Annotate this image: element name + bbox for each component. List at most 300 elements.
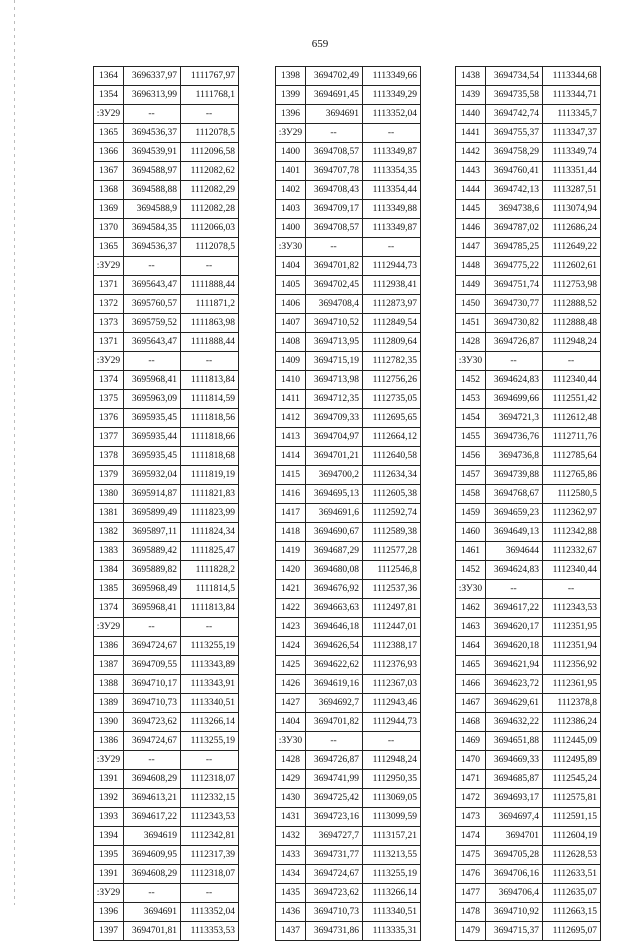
y-coordinate-cell: 1112546,8	[363, 561, 421, 580]
y-coordinate-cell: 1113349,74	[543, 143, 601, 162]
x-coordinate-cell: 3694699,66	[486, 390, 543, 409]
x-coordinate-cell: 3694736,8	[486, 447, 543, 466]
table-row	[94, 561, 239, 580]
point-number-cell: 1455	[456, 428, 486, 447]
table-row	[276, 295, 421, 314]
y-coordinate-cell: 1113353,53	[181, 922, 239, 941]
table-row	[456, 732, 601, 751]
x-coordinate-cell: 3694539,91	[124, 143, 181, 162]
table-row	[94, 827, 239, 846]
point-number-cell: 1391	[94, 865, 124, 884]
table-row	[94, 903, 239, 922]
x-coordinate-cell: 3695897,11	[124, 523, 181, 542]
y-coordinate-cell: 1111888,44	[181, 276, 239, 295]
table-row	[94, 86, 239, 105]
point-number-cell: 1460	[456, 523, 486, 542]
table-row	[456, 295, 601, 314]
x-coordinate-cell: 3694644	[486, 542, 543, 561]
point-number-cell: 1404	[276, 257, 306, 276]
y-coordinate-cell: 1112605,38	[363, 485, 421, 504]
point-number-cell: 1401	[276, 162, 306, 181]
point-number-cell: 1422	[276, 599, 306, 618]
y-coordinate-cell: --	[543, 352, 601, 371]
table-row	[456, 789, 601, 808]
y-coordinate-cell: 1112612,48	[543, 409, 601, 428]
y-coordinate-cell: 1111767,97	[181, 67, 239, 86]
table-row	[94, 257, 239, 276]
point-number-cell: 1425	[276, 656, 306, 675]
x-coordinate-cell: 3694588,97	[124, 162, 181, 181]
table-row	[94, 219, 239, 238]
table-row	[276, 352, 421, 371]
table-row	[276, 523, 421, 542]
y-coordinate-cell: 1113343,91	[181, 675, 239, 694]
x-coordinate-cell: 3694735,58	[486, 86, 543, 105]
y-coordinate-cell: 1112317,39	[181, 846, 239, 865]
x-coordinate-cell: 3696313,99	[124, 86, 181, 105]
point-number-cell: 1443	[456, 162, 486, 181]
y-coordinate-cell: 1111821,83	[181, 485, 239, 504]
x-coordinate-cell: 3695643,47	[124, 333, 181, 352]
point-number-cell: 1478	[456, 903, 486, 922]
x-coordinate-cell: 3694710,92	[486, 903, 543, 922]
page-edge-mark	[14, 0, 15, 905]
y-coordinate-cell: 1113335,31	[363, 922, 421, 941]
point-number-cell: 1430	[276, 789, 306, 808]
table-row	[94, 466, 239, 485]
point-number-cell: 1451	[456, 314, 486, 333]
x-coordinate-cell: 3695760,57	[124, 295, 181, 314]
table-row	[276, 675, 421, 694]
point-number-cell: 1412	[276, 409, 306, 428]
table-row	[94, 618, 239, 637]
table-row	[276, 238, 421, 257]
y-coordinate-cell: 1112361,95	[543, 675, 601, 694]
point-number-cell: 1373	[94, 314, 124, 333]
x-coordinate-cell: 3694723,62	[306, 884, 363, 903]
table-row	[94, 295, 239, 314]
y-coordinate-cell: 1111813,84	[181, 599, 239, 618]
table-row	[276, 903, 421, 922]
x-coordinate-cell: 3694620,18	[486, 637, 543, 656]
x-coordinate-cell: 3694620,17	[486, 618, 543, 637]
table-row	[456, 447, 601, 466]
point-number-cell: 1442	[456, 143, 486, 162]
table-row	[456, 751, 601, 770]
table-row	[94, 238, 239, 257]
x-coordinate-cell: 3694713,98	[306, 371, 363, 390]
point-number-cell: 1429	[276, 770, 306, 789]
point-number-cell: 1452	[456, 371, 486, 390]
x-coordinate-cell: 3694760,41	[486, 162, 543, 181]
point-number-cell: 1416	[276, 485, 306, 504]
point-number-cell: 1354	[94, 86, 124, 105]
table-row	[94, 390, 239, 409]
x-coordinate-cell: 3694787,02	[486, 219, 543, 238]
y-coordinate-cell: 1112635,07	[543, 884, 601, 903]
x-coordinate-cell: 3694700,2	[306, 466, 363, 485]
point-number-cell: 1384	[94, 561, 124, 580]
x-coordinate-cell: 3694710,52	[306, 314, 363, 333]
x-coordinate-cell: 3694725,42	[306, 789, 363, 808]
y-coordinate-cell: 1111871,2	[181, 295, 239, 314]
point-number-cell: 1376	[94, 409, 124, 428]
point-number-cell: 1372	[94, 295, 124, 314]
x-coordinate-cell: 3694697,4	[486, 808, 543, 827]
x-coordinate-cell: 3694617,22	[486, 599, 543, 618]
point-number-cell: 1431	[276, 808, 306, 827]
y-coordinate-cell: 1113349,66	[363, 67, 421, 86]
point-number-cell: 1424	[276, 637, 306, 656]
x-coordinate-cell: 3694724,67	[124, 732, 181, 751]
x-coordinate-cell: 3694712,35	[306, 390, 363, 409]
table-row	[276, 86, 421, 105]
point-number-cell: 1448	[456, 257, 486, 276]
x-coordinate-cell: 3694692,7	[306, 694, 363, 713]
table-row	[456, 143, 601, 162]
point-number-cell: 1400	[276, 143, 306, 162]
x-coordinate-cell: 3694619	[124, 827, 181, 846]
x-coordinate-cell: 3694724,67	[124, 637, 181, 656]
point-number-cell: 1365	[94, 238, 124, 257]
x-coordinate-cell: 3695889,42	[124, 542, 181, 561]
y-coordinate-cell: 1113349,87	[363, 219, 421, 238]
coordinates-table-3	[455, 66, 601, 941]
y-coordinate-cell: 1112078,5	[181, 124, 239, 143]
point-number-cell: 1390	[94, 713, 124, 732]
table-row	[94, 314, 239, 333]
table-row	[94, 808, 239, 827]
point-number-cell: :ЗУ29	[94, 618, 124, 637]
point-number-cell: 1476	[456, 865, 486, 884]
table-row	[94, 428, 239, 447]
point-number-cell: 1411	[276, 390, 306, 409]
y-coordinate-cell: 1112537,36	[363, 580, 421, 599]
table-row	[456, 162, 601, 181]
y-coordinate-cell: 1112604,19	[543, 827, 601, 846]
point-number-cell: 1367	[94, 162, 124, 181]
point-number-cell: 1377	[94, 428, 124, 447]
table-row	[276, 713, 421, 732]
point-number-cell: 1418	[276, 523, 306, 542]
point-number-cell: 1470	[456, 751, 486, 770]
table-row	[276, 827, 421, 846]
x-coordinate-cell: 3694706,16	[486, 865, 543, 884]
y-coordinate-cell: 1113349,87	[363, 143, 421, 162]
x-coordinate-cell: 3696337,97	[124, 67, 181, 86]
y-coordinate-cell: 1111768,1	[181, 86, 239, 105]
x-coordinate-cell: 3694623,72	[486, 675, 543, 694]
point-number-cell: 1370	[94, 219, 124, 238]
point-number-cell: 1447	[456, 238, 486, 257]
page-number: 659	[311, 38, 329, 50]
x-coordinate-cell: --	[124, 257, 181, 276]
point-number-cell: 1467	[456, 694, 486, 713]
table-row	[456, 846, 601, 865]
table-row	[276, 884, 421, 903]
y-coordinate-cell: 1112591,15	[543, 808, 601, 827]
point-number-cell: 1379	[94, 466, 124, 485]
y-coordinate-cell: 1112378,8	[543, 694, 601, 713]
x-coordinate-cell: --	[124, 105, 181, 124]
x-coordinate-cell: 3694624,83	[486, 561, 543, 580]
y-coordinate-cell: 1113099,59	[363, 808, 421, 827]
table-row	[276, 504, 421, 523]
point-number-cell: 1433	[276, 846, 306, 865]
table-row	[276, 637, 421, 656]
y-coordinate-cell: 1113287,51	[543, 181, 601, 200]
table-row	[276, 808, 421, 827]
x-coordinate-cell: 3694701,82	[306, 257, 363, 276]
x-coordinate-cell: 3694715,37	[486, 922, 543, 941]
x-coordinate-cell: 3694649,13	[486, 523, 543, 542]
x-coordinate-cell: 3694608,29	[124, 770, 181, 789]
y-coordinate-cell: 1112447,01	[363, 618, 421, 637]
point-number-cell: 1471	[456, 770, 486, 789]
table-row	[456, 314, 601, 333]
y-coordinate-cell: 1112664,12	[363, 428, 421, 447]
y-coordinate-cell: 1113352,04	[181, 903, 239, 922]
point-number-cell: 1444	[456, 181, 486, 200]
point-number-cell: 1464	[456, 637, 486, 656]
x-coordinate-cell: 3694709,17	[306, 200, 363, 219]
table-row	[456, 561, 601, 580]
table-row	[456, 694, 601, 713]
point-number-cell: 1436	[276, 903, 306, 922]
x-coordinate-cell: 3695935,45	[124, 447, 181, 466]
point-number-cell: 1453	[456, 390, 486, 409]
point-number-cell: 1479	[456, 922, 486, 941]
point-number-cell: 1469	[456, 732, 486, 751]
point-number-cell: 1435	[276, 884, 306, 903]
point-number-cell: 1407	[276, 314, 306, 333]
table-row	[276, 865, 421, 884]
x-coordinate-cell: 3694751,74	[486, 276, 543, 295]
x-coordinate-cell: 3694706,4	[486, 884, 543, 903]
y-coordinate-cell: 1112873,97	[363, 295, 421, 314]
x-coordinate-cell: 3694721,3	[486, 409, 543, 428]
table-row	[276, 846, 421, 865]
table-row	[456, 637, 601, 656]
y-coordinate-cell: 1112343,53	[181, 808, 239, 827]
y-coordinate-cell: 1113351,44	[543, 162, 601, 181]
table-row	[456, 200, 601, 219]
point-number-cell: 1465	[456, 656, 486, 675]
point-number-cell: 1400	[276, 219, 306, 238]
y-coordinate-cell: 1112318,07	[181, 770, 239, 789]
y-coordinate-cell: 1111818,56	[181, 409, 239, 428]
y-coordinate-cell: 1112066,03	[181, 219, 239, 238]
point-number-cell: 1432	[276, 827, 306, 846]
x-coordinate-cell: 3694608,29	[124, 865, 181, 884]
x-coordinate-cell: 3694730,77	[486, 295, 543, 314]
x-coordinate-cell: 3695759,52	[124, 314, 181, 333]
y-coordinate-cell: 1112332,15	[181, 789, 239, 808]
table-row	[276, 770, 421, 789]
x-coordinate-cell: 3694755,37	[486, 124, 543, 143]
table-row	[276, 751, 421, 770]
y-coordinate-cell: 1111818,66	[181, 428, 239, 447]
x-coordinate-cell: 3695935,45	[124, 409, 181, 428]
table-row	[94, 105, 239, 124]
point-number-cell: 1428	[276, 751, 306, 770]
y-coordinate-cell: 1112809,64	[363, 333, 421, 352]
table-row	[456, 466, 601, 485]
y-coordinate-cell: 1112948,24	[543, 333, 601, 352]
y-coordinate-cell: 1112602,61	[543, 257, 601, 276]
point-number-cell: 1420	[276, 561, 306, 580]
y-coordinate-cell: 1112649,22	[543, 238, 601, 257]
table-row	[276, 789, 421, 808]
table-row	[276, 390, 421, 409]
y-coordinate-cell: 1112386,24	[543, 713, 601, 732]
table-row	[456, 181, 601, 200]
table-row	[456, 713, 601, 732]
y-coordinate-cell: 1111813,84	[181, 371, 239, 390]
point-number-cell: 1397	[94, 922, 124, 941]
x-coordinate-cell: --	[124, 352, 181, 371]
table-row	[94, 599, 239, 618]
y-coordinate-cell: 1112445,09	[543, 732, 601, 751]
x-coordinate-cell: 3694588,88	[124, 181, 181, 200]
table-row	[276, 409, 421, 428]
point-number-cell: 1369	[94, 200, 124, 219]
point-number-cell: 1449	[456, 276, 486, 295]
y-coordinate-cell: 1112551,42	[543, 390, 601, 409]
point-number-cell: 1394	[94, 827, 124, 846]
x-coordinate-cell: 3694723,16	[306, 808, 363, 827]
y-coordinate-cell: 1111888,44	[181, 333, 239, 352]
x-coordinate-cell: 3695968,41	[124, 599, 181, 618]
table-row	[94, 162, 239, 181]
table-row	[94, 124, 239, 143]
y-coordinate-cell: 1112938,41	[363, 276, 421, 295]
point-number-cell: 1437	[276, 922, 306, 941]
table-row	[276, 542, 421, 561]
table-row	[94, 371, 239, 390]
table-row	[276, 143, 421, 162]
table-row	[456, 124, 601, 143]
table-row	[276, 257, 421, 276]
table-row	[456, 922, 601, 941]
table-row	[456, 67, 601, 86]
point-number-cell: 1410	[276, 371, 306, 390]
y-coordinate-cell: 1112944,73	[363, 713, 421, 732]
x-coordinate-cell: 3694701,82	[306, 713, 363, 732]
x-coordinate-cell: --	[306, 732, 363, 751]
y-coordinate-cell: 1112592,74	[363, 504, 421, 523]
y-coordinate-cell: 1112711,76	[543, 428, 601, 447]
x-coordinate-cell: 3694690,67	[306, 523, 363, 542]
x-coordinate-cell: 3694739,88	[486, 466, 543, 485]
point-number-cell: :ЗУ29	[276, 124, 306, 143]
point-number-cell: 1371	[94, 333, 124, 352]
point-number-cell: :ЗУ29	[94, 352, 124, 371]
table-row	[94, 485, 239, 504]
table-row	[456, 827, 601, 846]
table-row	[456, 865, 601, 884]
table-row	[276, 333, 421, 352]
table-row	[94, 409, 239, 428]
point-number-cell: 1402	[276, 181, 306, 200]
x-coordinate-cell: 3695935,44	[124, 428, 181, 447]
x-coordinate-cell: 3694693,17	[486, 789, 543, 808]
point-number-cell: 1383	[94, 542, 124, 561]
y-coordinate-cell: 1112628,53	[543, 846, 601, 865]
point-number-cell: :ЗУ29	[94, 105, 124, 124]
point-number-cell: 1366	[94, 143, 124, 162]
y-coordinate-cell: 1113255,19	[363, 865, 421, 884]
y-coordinate-cell: --	[181, 618, 239, 637]
table-row	[276, 200, 421, 219]
y-coordinate-cell: 1112495,89	[543, 751, 601, 770]
y-coordinate-cell: 1112545,24	[543, 770, 601, 789]
y-coordinate-cell: 1113213,55	[363, 846, 421, 865]
point-number-cell: 1398	[276, 67, 306, 86]
point-number-cell: :ЗУ29	[94, 884, 124, 903]
point-number-cell: 1368	[94, 181, 124, 200]
table-row	[276, 447, 421, 466]
y-coordinate-cell: 1112948,24	[363, 751, 421, 770]
table-row	[456, 238, 601, 257]
point-number-cell: 1380	[94, 485, 124, 504]
x-coordinate-cell: 3694622,62	[306, 656, 363, 675]
point-number-cell: 1386	[94, 732, 124, 751]
y-coordinate-cell: 1111819,19	[181, 466, 239, 485]
x-coordinate-cell: 3694727,7	[306, 827, 363, 846]
table-row	[94, 276, 239, 295]
table-row	[94, 884, 239, 903]
x-coordinate-cell: 3694651,88	[486, 732, 543, 751]
table-row	[456, 542, 601, 561]
y-coordinate-cell: 1111823,99	[181, 504, 239, 523]
coordinates-table-1	[93, 66, 239, 941]
y-coordinate-cell: 1112633,51	[543, 865, 601, 884]
point-number-cell: 1388	[94, 675, 124, 694]
y-coordinate-cell: 1112351,94	[543, 637, 601, 656]
table-row	[94, 694, 239, 713]
table-row	[456, 276, 601, 295]
y-coordinate-cell: 1112888,48	[543, 314, 601, 333]
point-number-cell: 1417	[276, 504, 306, 523]
table-row	[94, 656, 239, 675]
y-coordinate-cell: 1113074,94	[543, 200, 601, 219]
point-number-cell: 1365	[94, 124, 124, 143]
point-number-cell: 1468	[456, 713, 486, 732]
table-row	[456, 903, 601, 922]
table-row	[456, 257, 601, 276]
y-coordinate-cell: 1113343,89	[181, 656, 239, 675]
table-row	[456, 770, 601, 789]
point-number-cell: 1387	[94, 656, 124, 675]
point-number-cell: 1364	[94, 67, 124, 86]
x-coordinate-cell: 3694619,16	[306, 675, 363, 694]
x-coordinate-cell: 3694617,22	[124, 808, 181, 827]
x-coordinate-cell: 3694724,67	[306, 865, 363, 884]
x-coordinate-cell: 3694738,6	[486, 200, 543, 219]
y-coordinate-cell: 1112096,58	[181, 143, 239, 162]
y-coordinate-cell: 1112318,07	[181, 865, 239, 884]
point-number-cell: 1399	[276, 86, 306, 105]
table-row	[276, 371, 421, 390]
y-coordinate-cell: 1112367,03	[363, 675, 421, 694]
point-number-cell: 1461	[456, 542, 486, 561]
y-coordinate-cell: 1112332,67	[543, 542, 601, 561]
x-coordinate-cell: 3694709,55	[124, 656, 181, 675]
point-number-cell: 1374	[94, 371, 124, 390]
table-row	[94, 789, 239, 808]
y-coordinate-cell: 1113340,51	[363, 903, 421, 922]
